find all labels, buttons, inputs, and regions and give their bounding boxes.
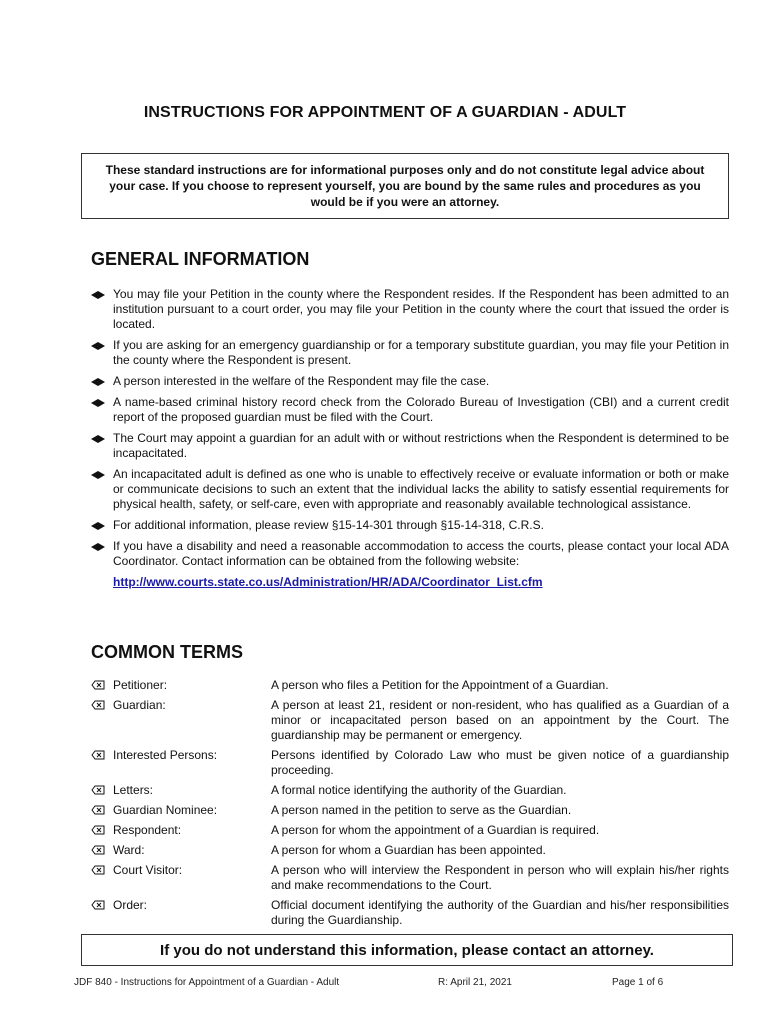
- general-information-list: [91, 287, 729, 596]
- ada-text: If you have a disability and need a reasonable accommodation to access the courts, please contact your local ADA Coordinator. Contact information can be obtained from the following website:: [113, 539, 729, 568]
- list-item: You may file your Petition in the county where the Respondent resides. If the Respondent has been admitted to an institution pursuant to a court order, you may file your Petition in the county where the court that issued the order is located.: [91, 287, 729, 332]
- term-row: [91, 698, 729, 743]
- common-terms-list: [91, 678, 729, 933]
- double-arrow-icon: [91, 467, 113, 482]
- general-information-heading: GENERAL INFORMATION: [91, 249, 310, 269]
- term-row: [91, 748, 729, 778]
- term-definition: Persons identified by Colorado Law who must be given notice of a guardianship proceeding.: [271, 748, 729, 777]
- list-item: A person interested in the welfare of the Respondent may file the case.: [91, 374, 729, 389]
- checkbox-arrow-icon: [91, 845, 105, 855]
- term-name: Order:: [113, 898, 148, 912]
- checkbox-arrow-icon: [91, 680, 105, 690]
- checkbox-arrow-icon: [91, 825, 105, 835]
- term-name: Guardian:: [113, 698, 166, 712]
- list-item: The Court may appoint a guardian for an adult with or without restrictions when the Respondent is determined to be incapacitated.: [91, 431, 729, 461]
- term-name: Ward:: [113, 843, 145, 857]
- term-row: [91, 898, 729, 928]
- term-definition: A formal notice identifying the authority of the Guardian.: [271, 783, 567, 797]
- list-item: If you are asking for an emergency guardianship or for a temporary substitute guardian, you may file your Petition in the county where the Respondent is present.: [91, 338, 729, 368]
- double-arrow-icon: [91, 539, 113, 554]
- document-title: INSTRUCTIONS FOR APPOINTMENT OF A GUARDIAN - ADULT: [143, 104, 627, 121]
- term-definition: A person who will interview the Respondent in person who will explain his/her rights and make recommendations to the Court.: [271, 863, 729, 892]
- ada-coordinator-link[interactable]: http://www.courts.state.co.us/Administration/HR/ADA/Coordinator_List.cfm: [113, 575, 543, 589]
- list-item: For additional information, please review §15-14-301 through §15-14-318, C.R.S.: [91, 518, 729, 533]
- term-row: [91, 843, 729, 858]
- term-definition: A person for whom a Guardian has been appointed.: [271, 843, 546, 857]
- checkbox-arrow-icon: [91, 805, 105, 815]
- disclaimer-notice: These standard instructions are for informational purposes only and do not constitute legal advice about your case. If you choose to represent yourself, you are bound by the same rules and procedures as you would be if you were an attorney.: [81, 153, 729, 219]
- term-row: [91, 863, 729, 893]
- term-name: Letters:: [113, 783, 154, 797]
- list-item: [91, 539, 729, 590]
- term-definition: A person named in the petition to serve as the Guardian.: [271, 803, 572, 817]
- term-definition: A person for whom the appointment of a Guardian is required.: [271, 823, 600, 837]
- double-arrow-icon: [91, 431, 113, 446]
- term-row: [91, 823, 729, 838]
- checkbox-arrow-icon: [91, 750, 105, 760]
- term-name: Guardian Nominee:: [113, 803, 218, 817]
- double-arrow-icon: [91, 395, 113, 410]
- checkbox-arrow-icon: [91, 900, 105, 910]
- term-row: [91, 678, 729, 693]
- double-arrow-icon: [91, 338, 113, 353]
- checkbox-arrow-icon: [91, 785, 105, 795]
- footer-revision: R: April 21, 2021: [438, 977, 512, 988]
- footer-form-name: JDF 840 - Instructions for Appointment of a Guardian - Adult: [74, 977, 340, 988]
- double-arrow-icon: [91, 287, 113, 302]
- footer-page-number: Page 1 of 6: [612, 977, 664, 988]
- term-name: Interested Persons:: [113, 748, 218, 762]
- term-definition: Official document identifying the authority of the Guardian and his/her responsibilities during the Guardianship.: [271, 898, 729, 927]
- list-item: An incapacitated adult is defined as one who is unable to effectively receive or evaluate information or both or make or communicate decisions to such an extent that the individual lacks the ability to satisfy essential requirements for physical health, safety, or self-care, even with appropriate and reasonably available technological assistance.: [91, 467, 729, 512]
- term-name: Petitioner:: [113, 678, 168, 692]
- double-arrow-icon: [91, 518, 113, 533]
- common-terms-heading: COMMON TERMS: [91, 642, 243, 662]
- term-definition: A person at least 21, resident or non-resident, who has qualified as a Guardian of a minor or incapacitated person based on an appointment by the Court. The guardianship may be permanent or emergency.: [271, 698, 729, 742]
- term-name: Court Visitor:: [113, 863, 183, 877]
- list-item: A name-based criminal history record check from the Colorado Bureau of Investigation (CBI) and a current credit report of the proposed guardian must be filed with the Court.: [91, 395, 729, 425]
- checkbox-arrow-icon: [91, 700, 105, 710]
- checkbox-arrow-icon: [91, 865, 105, 875]
- term-row: [91, 783, 729, 798]
- term-definition: A person who files a Petition for the Appointment of a Guardian.: [271, 678, 609, 692]
- term-name: Respondent:: [113, 823, 182, 837]
- term-row: [91, 803, 729, 818]
- attorney-banner: If you do not understand this information, please contact an attorney.: [81, 934, 733, 966]
- double-arrow-icon: [91, 374, 113, 389]
